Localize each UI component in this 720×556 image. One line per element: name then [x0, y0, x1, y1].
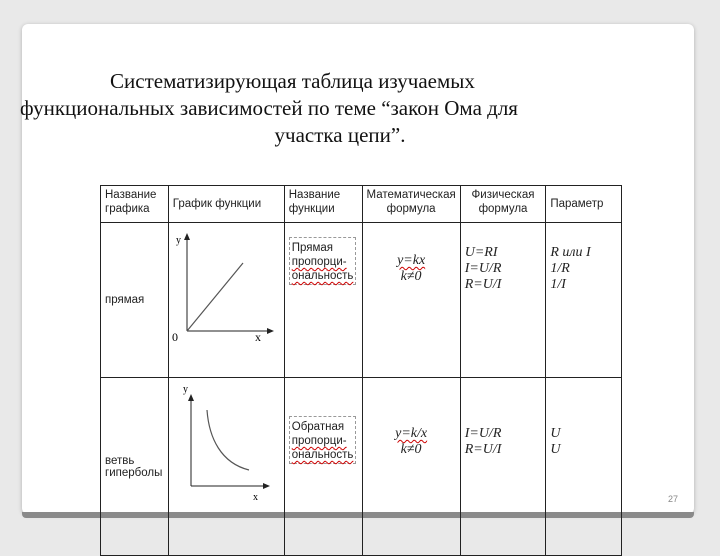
row2-func-name [284, 378, 362, 556]
slide-title [20, 68, 680, 149]
header-math: Математическая формула [362, 186, 460, 223]
header-func-name: Название функции [284, 186, 362, 223]
row2-phys [460, 378, 546, 556]
row2-graph [168, 378, 284, 556]
row1-math [362, 223, 460, 378]
table-row [101, 223, 622, 378]
row2-math [362, 378, 460, 556]
table-row [101, 378, 622, 556]
row1-param-3: 1/I [550, 277, 566, 292]
title-line-3: участка цепи”. [274, 123, 406, 147]
row2-math-1: y=k/x [395, 426, 428, 441]
row1-func-name [284, 223, 362, 378]
row2-func-name-3: ональность [291, 449, 354, 461]
y-axis-arrow [188, 394, 194, 401]
row2-param [546, 378, 622, 556]
table-header-row [101, 186, 622, 223]
row1-phys-1: U=RI [464, 245, 498, 260]
x-axis-arrow [267, 328, 274, 334]
row1-phys-2: I=U/R [464, 261, 502, 276]
row1-phys [460, 223, 546, 378]
y-axis-label: y [182, 384, 188, 395]
row1-math-2: k≠0 [400, 269, 422, 284]
hyperbola-curve [207, 410, 249, 470]
row1-param [546, 223, 622, 378]
y-axis-label: y [175, 235, 181, 246]
row1-param-1: R или I [550, 245, 591, 260]
row1-param-2: 1/R [550, 261, 570, 276]
row1-func-name-3: ональность [291, 270, 354, 282]
row2-math-2: k≠0 [400, 442, 422, 457]
row2-func-name-2: пропорци- [291, 435, 347, 447]
x-axis-label: x [252, 492, 258, 503]
row1-phys-3: R=U/I [464, 277, 502, 292]
row2-graph-name [101, 378, 169, 556]
title-line-1: Систематизирующая таблица изучаемых [110, 69, 475, 93]
row2-param-1: U [550, 426, 561, 441]
x-axis-label: x [254, 330, 261, 344]
row2-param-2: U [550, 442, 561, 457]
row2-func-name-box [289, 416, 357, 464]
header-param: Параметр [546, 186, 622, 223]
x-axis-arrow [263, 483, 270, 489]
row2-func-name-1: Обратная [291, 421, 345, 433]
row2-graph-name-1: ветвь [105, 454, 135, 467]
header-phys: Физическая формула [460, 186, 546, 223]
row1-graph [168, 223, 284, 378]
row1-func-name-box [289, 237, 357, 285]
row1-math-1: y=kx [397, 253, 426, 268]
row1-graph-name [101, 223, 169, 378]
row2-phys-2: R=U/I [464, 442, 502, 457]
row1-func-name-2: пропорци- [291, 256, 347, 268]
title-line-2: функциональных зависимостей по теме “закон Ома для [20, 96, 518, 120]
header-graph-name: Название графика [101, 186, 169, 223]
origin-label: 0 [171, 330, 178, 344]
row2-phys-1: I=U/R [464, 426, 502, 441]
slide-number: 27 [668, 494, 679, 504]
row1-graph-name-text: прямая [105, 294, 145, 306]
row1-func-name-1: Прямая [291, 242, 334, 254]
linear-function-line [187, 263, 243, 331]
hyperbola-graph [169, 378, 284, 505]
y-axis-arrow [184, 233, 190, 240]
systematization-table [100, 185, 622, 556]
linear-graph [169, 223, 284, 345]
header-graph: График функции [168, 186, 284, 223]
row2-graph-name-2: гиперболы [105, 466, 163, 479]
